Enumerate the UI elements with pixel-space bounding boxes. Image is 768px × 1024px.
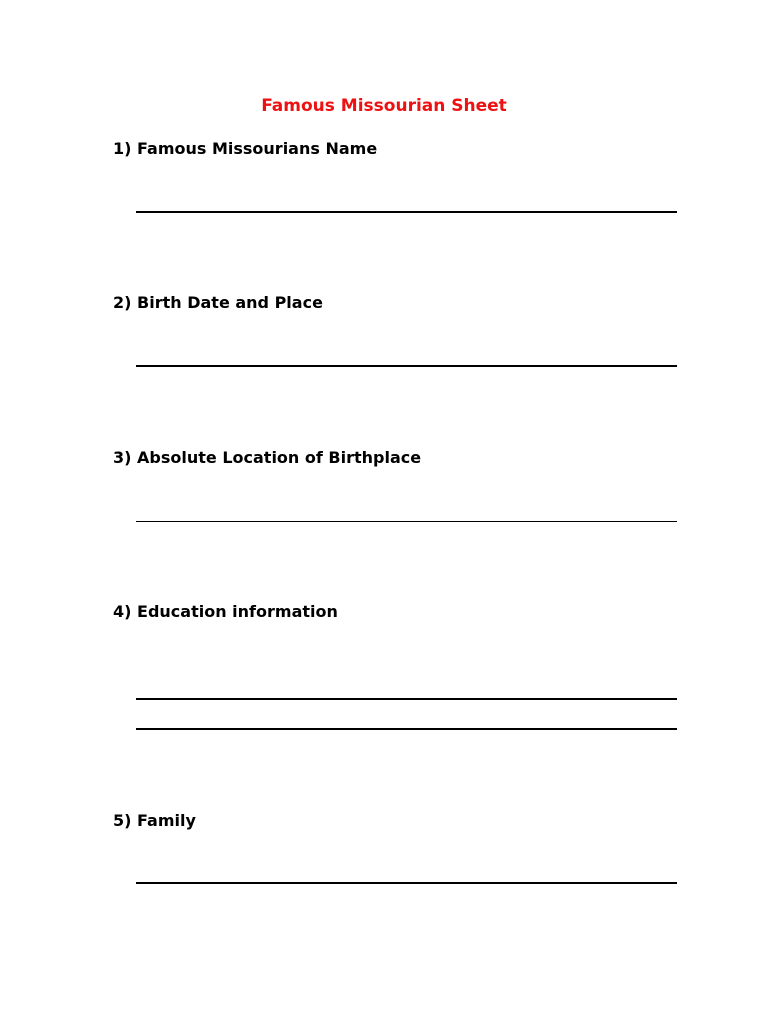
question-text: Famous Missourians Name (137, 139, 378, 158)
question-4 (113, 601, 338, 623)
answer-line-5[interactable] (136, 882, 677, 884)
question-text: Family (137, 811, 196, 830)
answer-line-3[interactable] (136, 521, 677, 522)
question-number: 1) (113, 139, 132, 158)
answer-line-4a[interactable] (136, 698, 677, 700)
question-number: 4) (113, 602, 132, 621)
answer-line-1[interactable] (136, 211, 677, 213)
question-1 (113, 138, 377, 160)
question-5 (113, 810, 196, 832)
question-number: 3) (113, 448, 132, 467)
question-text: Education information (137, 602, 338, 621)
question-3 (113, 447, 421, 469)
question-text: Absolute Location of Birthplace (137, 448, 422, 467)
question-number: 5) (113, 811, 132, 830)
question-number: 2) (113, 293, 132, 312)
answer-line-4b[interactable] (136, 728, 677, 730)
worksheet-title: Famous Missourian Sheet (261, 96, 507, 116)
question-text: Birth Date and Place (137, 293, 323, 312)
answer-line-2[interactable] (136, 365, 677, 367)
question-2 (113, 292, 323, 314)
